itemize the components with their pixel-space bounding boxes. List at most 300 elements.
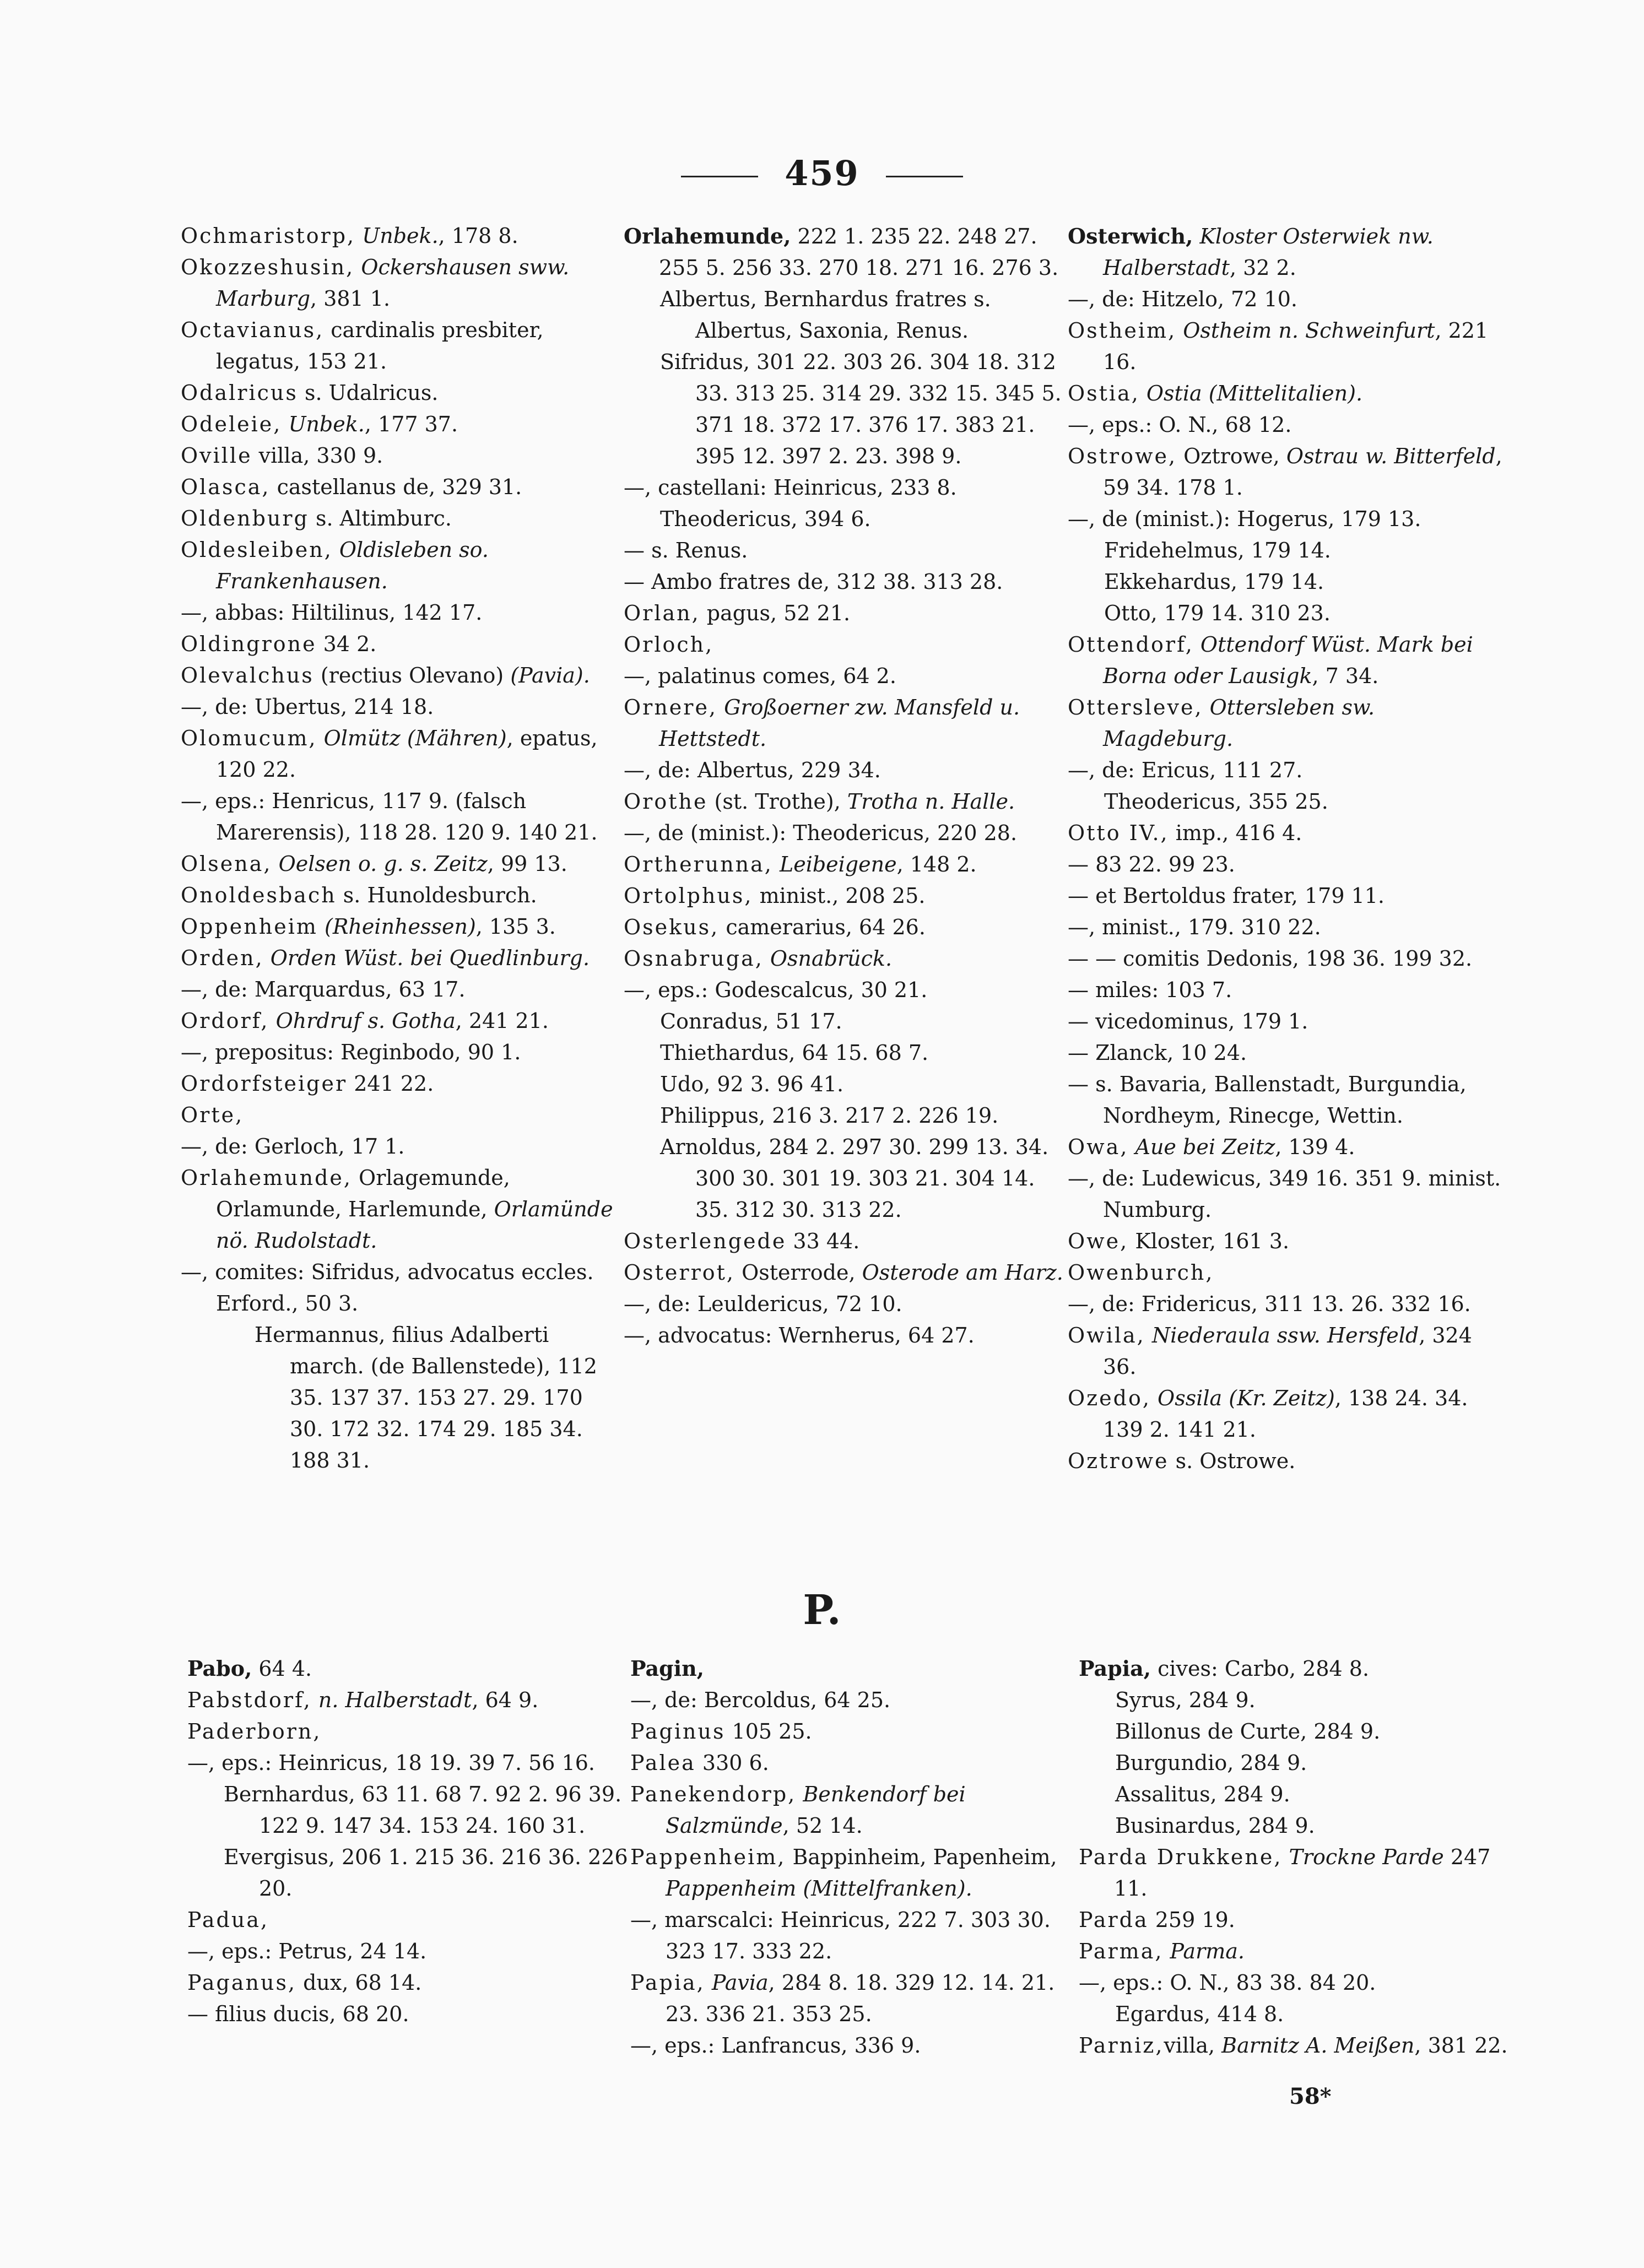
entry-text: —, de: Marquardus, 63 17. (181, 977, 466, 1002)
entry-text: 34 2. (316, 632, 377, 656)
entry-place: Leibeigene (779, 852, 897, 876)
entry-place: Osnabrück. (770, 946, 893, 971)
entry-text: —, eps.: Petrus, 24 14. (187, 1939, 427, 1963)
entry-refs: , 7 34. (1312, 664, 1379, 688)
entry-headword: Orloch, (624, 632, 714, 657)
page-number: 459 (785, 153, 859, 193)
entry-text: Burgundio, 284 9. (1115, 1751, 1307, 1775)
entry-text: Syrus, 284 9. (1115, 1688, 1256, 1712)
entry-headword: Owenburch, (1068, 1260, 1214, 1285)
entry-headword: Orte, (181, 1103, 244, 1127)
index-entry (181, 1162, 621, 1257)
entry-headword: Pappenheim, (630, 1845, 786, 1869)
index-entry (624, 598, 1064, 629)
index-entry (181, 1005, 621, 1037)
entry-headword: Osnabruga, (624, 946, 764, 971)
entry-text (1163, 1939, 1170, 1963)
entry-text (705, 1971, 712, 1995)
index-entry (624, 1320, 1064, 1351)
entry-headword: Padua, (187, 1908, 269, 1932)
entry-headword: Paginus (630, 1719, 726, 1744)
entry-headword: Orothe (624, 789, 708, 814)
entry-text: —, eps.: Henricus, 117 9. (falsch Marerensis), 118 28. 120 9. 140 21. (181, 789, 598, 845)
entry-headword: Olomucum, (181, 726, 317, 750)
entry-text: Egardus, 414 8. (1115, 2002, 1284, 2026)
entry-refs: , 324 36. (1103, 1323, 1472, 1379)
index-entry (1079, 1779, 1519, 1810)
entry-text: —, eps.: O. N., 68 12. (1068, 413, 1292, 437)
entry-text (282, 412, 288, 436)
index-entry (1068, 284, 1508, 315)
entry-place: Großoerner zw. Mansfeld u. Hettstedt. (659, 695, 1020, 751)
index-entry (1068, 1132, 1508, 1163)
entry-text: minist., 208 25. (753, 884, 926, 908)
entry-text: s. Udalricus. (298, 381, 439, 405)
index-entry (1079, 1685, 1519, 1716)
index-entry (181, 943, 621, 974)
index-entry (1068, 1163, 1508, 1226)
index-column-2 (624, 220, 1064, 1351)
entry-text: — 83 22. 99 23. (1068, 852, 1235, 876)
entry-refs: , 177 37. (364, 412, 458, 436)
index-entry (624, 849, 1064, 880)
index-entry (630, 1779, 1071, 1842)
entry-text: —, castellani: Heinricus, 233 8. (624, 475, 957, 500)
index-entry (630, 1747, 1071, 1779)
entry-text (1282, 1845, 1289, 1869)
index-entry (1068, 786, 1508, 818)
index-entry (187, 1747, 628, 1779)
index-entry (1079, 1842, 1519, 1904)
entry-text: cardinalis presbiter, legatus, 153 21. (216, 318, 544, 374)
entry-text: 33 44. (786, 1229, 860, 1253)
index-entry (1068, 566, 1508, 598)
entry-place: Unbek. (288, 412, 365, 436)
index-entry (624, 692, 1064, 755)
index-column-3 (1068, 220, 1508, 1477)
index-entry (187, 1779, 628, 1842)
index-entry (181, 315, 621, 377)
index-entry (1068, 943, 1508, 975)
index-entry (624, 1069, 1064, 1100)
index-entry (181, 503, 621, 534)
index-entry (1068, 912, 1508, 943)
entry-refs: , 178 8. (438, 224, 518, 248)
index-entry (1068, 880, 1508, 912)
entry-place: Ohrdruf s. Gotha (275, 1009, 456, 1033)
section-letter: P. (803, 1587, 841, 1634)
entry-text: (st. Trothe), (707, 789, 847, 814)
entry-headword: Pabstdorf, (187, 1688, 312, 1712)
entry-headword: Papia, (630, 1971, 705, 1995)
index-entry (187, 1653, 628, 1685)
entry-place: Orden Wüst. bei Quedlinburg. (270, 946, 590, 970)
entry-headword: Osterwich, (1068, 224, 1193, 248)
entry-headword: Okozzeshusin, (181, 255, 355, 279)
entry-text: —, eps.: Heinricus, 18 19. 39 7. 56 16. (187, 1751, 595, 1775)
entry-place: Aue bei Zeitz (1135, 1135, 1275, 1159)
index-entry (1079, 1810, 1519, 1842)
entry-text: 259 19. (1148, 1908, 1235, 1932)
entry-place: Barnitz A. Meißen (1221, 2033, 1415, 2058)
entry-text: castellanus de, 329 31. (270, 475, 522, 499)
entry-headword: Oville (181, 443, 252, 468)
index-entry (1068, 755, 1508, 786)
entry-text (317, 726, 324, 750)
entry-headword: Orlan, (624, 601, 700, 625)
entry-place: Ottersleben sw. Magdeburg. (1103, 695, 1375, 751)
entry-headword: Pabo, (187, 1656, 252, 1681)
index-entry (630, 1653, 1071, 1685)
index-entry (1068, 1446, 1508, 1477)
entry-headword: Owe, (1068, 1229, 1129, 1253)
index-entry (1068, 220, 1508, 284)
index-entry (1068, 629, 1508, 692)
entry-refs: 247 11. (1114, 1845, 1491, 1901)
entry-headword: Ochmaristorp, (181, 224, 356, 248)
entry-place: Parma. (1170, 1939, 1245, 1963)
entry-headword: Osekus, (624, 915, 720, 939)
entry-headword: Octavianus, (181, 318, 325, 342)
entry-headword: Paganus, (187, 1971, 297, 1995)
index-entry (630, 1967, 1071, 2030)
index-entry (624, 1289, 1064, 1320)
index-entry (1068, 1069, 1508, 1132)
index-entry (624, 943, 1064, 975)
entry-text: —, advocatus: Wernherus, 64 27. (624, 1323, 975, 1347)
index-entry (1068, 1226, 1508, 1257)
entry-refs: , 284 8. 18. 329 12. 14. 21. 23. 336 21. 353 25. (666, 1971, 1055, 2026)
entry-text (318, 914, 325, 939)
index-entry (187, 1716, 628, 1747)
entry-text: s. Altimburc. (309, 506, 452, 531)
entry-headword: Owila, (1068, 1323, 1145, 1347)
index-entry (624, 1132, 1064, 1226)
entry-refs: , 32 2. (1229, 256, 1296, 280)
entry-headword: Onoldesbach (181, 883, 337, 907)
entry-text: — Ambo fratres de, 312 38. 313 28. (624, 570, 1003, 594)
entry-place: Kloster Osterwiek nw. Halberstadt (1103, 224, 1434, 280)
index-entry (181, 1131, 621, 1162)
index-entry (181, 1068, 621, 1100)
entry-headword: Oldesleiben, (181, 538, 333, 562)
index-entry (1068, 1006, 1508, 1037)
entry-headword: Palea (630, 1751, 696, 1775)
entry-text: —, marscalci: Heinricus, 222 7. 303 30. 323 17. 333 22. (630, 1908, 1051, 1963)
entry-refs: , 139 4. (1275, 1135, 1355, 1159)
entry-headword: Osterlengede (624, 1229, 787, 1253)
index-entry (630, 1904, 1071, 1967)
index-column-1 (181, 220, 621, 1476)
entry-text (1176, 318, 1183, 343)
entry-headword: Odalricus (181, 381, 298, 405)
entry-headword: Orlahemunde, (624, 224, 791, 248)
entry-place: Ottendorf Wüst. Mark bei Borna oder Lausigk (1103, 632, 1473, 688)
entry-place: (Pavia). (510, 663, 590, 688)
entry-text: Ekkehardus, 179 14. (1104, 570, 1324, 594)
entry-place: Trotha n. Halle. (847, 789, 1015, 814)
entry-text: —, de: Ludewicus, 349 16. 351 9. minist. Numburg. (1068, 1166, 1501, 1222)
entry-headword: Olevalchus (181, 663, 314, 688)
entry-headword: Olsena, (181, 852, 272, 876)
index-entry (1068, 1383, 1508, 1446)
index-entry (1068, 975, 1508, 1006)
entry-headword: Ortherunna, (624, 852, 773, 876)
entry-place: Ockershausen sww. Marburg (216, 255, 570, 311)
index-entry (1068, 1289, 1508, 1320)
entry-text: —, prepositus: Reginbodo, 90 1. (181, 1040, 521, 1064)
entry-text: s. Ostrowe. (1169, 1449, 1296, 1473)
entry-place: Ossila (Kr. Zeitz) (1158, 1386, 1335, 1410)
entry-text: —, de: Albertus, 229 34. (624, 758, 881, 782)
entry-headword: Panekendorp, (630, 1782, 797, 1806)
entry-text (354, 255, 361, 279)
entry-place: Niederaula ssw. Hersfeld (1151, 1323, 1419, 1347)
entry-text: villa, 330 9. (252, 443, 383, 468)
entry-refs: , 135 3. (475, 914, 556, 939)
index-entry (1079, 2030, 1519, 2061)
entry-text (272, 852, 279, 876)
entry-text: Sifridus, 301 22. 303 26. 304 18. 312 33. 313 25. 314 29. 332 15. 345 5. 371 18. 372 17. 376 17. 383 21. 395 12. 397 2. 23. 398 9. (660, 350, 1062, 468)
index-entry (181, 691, 621, 723)
entry-headword: Ornere, (624, 695, 718, 719)
entry-refs: , 64 9. (472, 1688, 539, 1712)
index-entry (1068, 315, 1508, 378)
entry-text: (rectius Olevano) (313, 663, 511, 688)
entry-place: Osterode am Harz. (862, 1260, 1063, 1285)
entry-text: —, de: Fridericus, 311 13. 26. 332 16. (1068, 1292, 1471, 1316)
index-entry (624, 472, 1064, 504)
header-dash-left (681, 176, 758, 177)
entry-text (1128, 1135, 1135, 1159)
index-entry (181, 409, 621, 440)
index-entry (624, 347, 1064, 472)
index-entry (187, 1936, 628, 1967)
entry-text (1193, 224, 1199, 248)
entry-text: Bappinheim, Papenheim, (786, 1845, 1057, 1869)
entry-headword: Oldenburg (181, 506, 309, 531)
entry-text: — vicedominus, 179 1. (1068, 1009, 1308, 1033)
index-entry (181, 660, 621, 691)
index-column-1-p (187, 1653, 628, 2030)
entry-text: Albertus, Bernhardus fratres s. Albertus, Saxonia, Renus. (660, 287, 991, 343)
entry-headword: Parda (1079, 1908, 1149, 1932)
index-entry (181, 534, 621, 597)
entry-text: cives: Carbo, 284 8. (1151, 1657, 1370, 1681)
entry-refs: , 52 14. (782, 1814, 863, 1838)
entry-headword: Oppenheim (181, 914, 318, 939)
index-entry (1079, 1747, 1519, 1779)
index-entry (1068, 1037, 1508, 1069)
index-entry (624, 661, 1064, 692)
index-entry (624, 535, 1064, 566)
entry-place: Unbek. (362, 224, 439, 248)
index-column-3-p (1079, 1653, 1519, 2061)
entry-text: Bernhardus, 63 11. 68 7. 92 2. 96 39. 122 9. 147 34. 153 24. 160 31. (224, 1782, 622, 1838)
entry-headword: Owa, (1068, 1135, 1129, 1159)
entry-text: — et Bertoldus frater, 179 11. (1068, 884, 1385, 908)
entry-headword: Parda Drukkene, (1079, 1845, 1283, 1869)
entry-text: — miles: 103 7. (1068, 978, 1232, 1002)
entry-headword: Ostheim, (1068, 318, 1177, 343)
entry-text: —, de: Ericus, 111 27. (1068, 758, 1303, 782)
entry-refs: , 138 24. 34. 139 2. 141 21. (1103, 1386, 1468, 1442)
entry-refs: , 59 34. 178 1. (1103, 444, 1502, 500)
entry-text: — filius ducis, 68 20. (187, 2002, 409, 2026)
entry-text: pagus, 52 21. (700, 601, 851, 625)
entry-headword: Ostrowe, (1068, 444, 1177, 468)
entry-text: — s. Bavaria, Ballenstadt, Burgundia, Nordheym, Rinecge, Wettin. (1068, 1072, 1467, 1128)
index-entry (1068, 409, 1508, 441)
entry-text: Theodericus, 394 6. (660, 507, 871, 531)
index-entry (181, 597, 621, 629)
index-entry (181, 220, 621, 252)
entry-text (312, 1688, 318, 1712)
entry-text (264, 946, 271, 970)
entry-text: 222 1. 235 22. 248 27. 255 5. 256 33. 270 18. 271 16. 276 3. (659, 224, 1059, 280)
index-entry (630, 1716, 1071, 1747)
index-entry (624, 566, 1064, 598)
entry-text: s. Hunoldesburch. (336, 883, 537, 907)
entry-text: —, de (minist.): Theodericus, 220 28. (624, 821, 1018, 845)
index-entry (624, 1226, 1064, 1257)
entry-text: —, de (minist.): Hogerus, 179 13. (1068, 507, 1421, 531)
entry-text: dux, 68 14. (296, 1971, 422, 1995)
entry-text: Evergisus, 206 1. 215 36. 216 36. 226 20. (224, 1845, 628, 1901)
index-entry (181, 472, 621, 503)
entry-headword: Oldingrone (181, 632, 317, 656)
entry-text: —, de: Ubertus, 214 18. (181, 695, 434, 719)
entry-text: —, eps.: Lanfrancus, 336 9. (630, 2033, 921, 2058)
entry-refs: , 148 2. (896, 852, 977, 876)
entry-place: Ostrau w. Bitterfeld (1286, 444, 1496, 468)
entry-headword: Oztrowe (1068, 1449, 1169, 1473)
entry-place: Pavia (711, 1971, 769, 1995)
entry-text: —, de: Bercoldus, 64 25. (630, 1688, 891, 1712)
entry-headword: Osterrot, (624, 1260, 735, 1285)
entry-headword: Paderborn, (187, 1719, 322, 1744)
header-dash-right (886, 176, 963, 177)
entry-text: —, eps.: Godescalcus, 30 21. (624, 978, 928, 1002)
entry-place: Trockne Parde (1289, 1845, 1444, 1869)
entry-refs: , 221 16. (1103, 318, 1489, 374)
entry-place: Benkendorf bei Salzmünde (666, 1782, 966, 1838)
entry-text: imp., 416 4. (1169, 821, 1302, 845)
index-entry (630, 1685, 1071, 1716)
index-column-2-p (630, 1653, 1071, 2061)
entry-headword: Ordorfsteiger (181, 1071, 348, 1096)
entry-text (773, 852, 780, 876)
index-entry (1079, 1653, 1519, 1685)
entry-headword: Pagin, (630, 1656, 705, 1681)
page-header (0, 153, 1644, 193)
index-entry (181, 848, 621, 880)
entry-text: —, comites: Sifridus, advocatus eccles. Erford., 50 3. (181, 1260, 594, 1316)
index-entry (630, 1842, 1071, 1904)
index-entry (624, 504, 1064, 535)
entry-place: Ostheim n. Schweinfurt (1183, 318, 1435, 343)
entry-text: Conradus, 51 17. (660, 1009, 842, 1033)
index-entry (1079, 1967, 1519, 1999)
entry-headword: Ordorf, (181, 1009, 269, 1033)
entry-text: —, eps.: O. N., 83 38. 84 20. (1079, 1971, 1376, 1995)
index-entry (181, 880, 621, 911)
entry-text: 330 6. (695, 1751, 769, 1775)
entry-text: — s. Renus. (624, 538, 748, 562)
entry-headword: Parniz, (1079, 2033, 1164, 2058)
entry-text: Oztrowe, (1177, 444, 1286, 468)
entry-text: —, de: Hitzelo, 72 10. (1068, 287, 1297, 311)
entry-headword: Parma, (1079, 1939, 1164, 1963)
index-entry (181, 974, 621, 1005)
entry-text: —, palatinus comes, 64 2. (624, 664, 896, 688)
index-entry (181, 723, 621, 786)
index-entry (624, 912, 1064, 943)
entry-headword: Odeleie, (181, 412, 282, 436)
index-entry (1079, 1936, 1519, 1967)
index-entry (1068, 818, 1508, 849)
index-entry (187, 1967, 628, 1999)
footer-signature-mark: 58* (1289, 2083, 1332, 2109)
entry-text: —, minist., 179. 310 22. (1068, 915, 1321, 939)
entry-text: — Zlanck, 10 24. (1068, 1041, 1247, 1065)
entry-text: Assalitus, 284 9. (1115, 1782, 1290, 1806)
entry-text: —, abbas: Hiltilinus, 142 17. (181, 600, 483, 625)
entry-text: Kloster, 161 3. (1128, 1229, 1290, 1253)
index-entry (624, 629, 1064, 661)
index-entry (624, 818, 1064, 849)
entry-refs: , 99 13. (487, 852, 567, 876)
index-entry (624, 975, 1064, 1006)
entry-text (764, 946, 770, 971)
entry-text: Thiethardus, 64 15. 68 7. (660, 1041, 929, 1065)
index-entry (181, 1100, 621, 1131)
entry-text: Arnoldus, 284 2. 297 30. 299 13. 34. 300 30. 301 19. 303 21. 304 14. 35. 312 30. 313 22. (660, 1135, 1049, 1222)
index-entry (181, 1319, 621, 1476)
index-entry (624, 220, 1064, 284)
entry-headword: Olasca, (181, 475, 271, 499)
entry-text: —, de: Gerloch, 17 1. (181, 1134, 405, 1159)
index-entry (1079, 1904, 1519, 1936)
index-entry (181, 377, 621, 409)
entry-text (1194, 632, 1200, 657)
entry-place: Pappenheim (Mittelfranken). (666, 1876, 972, 1901)
entry-text: camerarius, 64 26. (719, 915, 926, 939)
index-entry (1068, 1257, 1508, 1289)
entry-place: Ostia (Mittelitalien). (1146, 381, 1363, 405)
entry-text (717, 695, 724, 719)
index-entry (181, 252, 621, 315)
entry-headword: Ostia, (1068, 381, 1140, 405)
entry-text: —, de: Leuldericus, 72 10. (624, 1292, 902, 1316)
entry-headword: Ottendorf, (1068, 632, 1194, 657)
index-entry (624, 1006, 1064, 1037)
index-entry (187, 1842, 628, 1904)
index-entry (1068, 849, 1508, 880)
entry-text (355, 224, 362, 248)
index-entry (1068, 535, 1508, 566)
index-entry (1068, 378, 1508, 409)
entry-text: Osterrode, (734, 1260, 862, 1285)
entry-text: villa, (1164, 2033, 1222, 2058)
index-entry (181, 786, 621, 848)
entry-text (796, 1782, 803, 1806)
index-entry (181, 440, 621, 472)
entry-text (1151, 1386, 1158, 1410)
index-entry (624, 284, 1064, 347)
entry-place: n. Halberstadt (318, 1688, 472, 1712)
entry-text: Businardus, 284 9. (1115, 1814, 1315, 1838)
